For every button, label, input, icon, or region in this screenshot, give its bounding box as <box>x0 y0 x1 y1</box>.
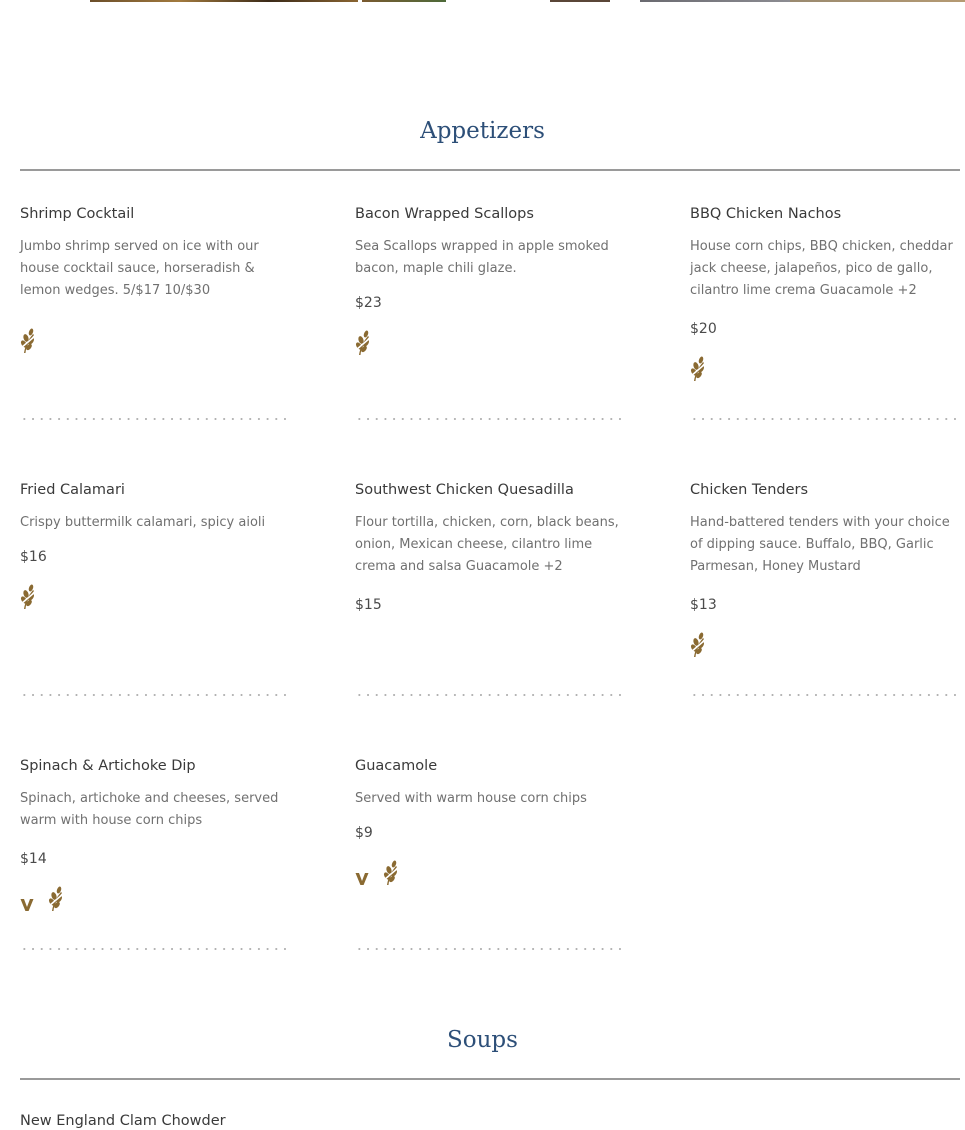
menu-item-price: $15 <box>355 597 382 613</box>
header-photo <box>790 0 965 2</box>
section-title-soups: Soups <box>447 1027 518 1053</box>
menu-item-guacamole <box>355 757 627 890</box>
menu-item-description: Served with warm house corn chips <box>355 791 587 806</box>
menu-item-shrimp-cocktail <box>20 205 292 358</box>
menu-item-name: Fried Calamari <box>20 482 125 498</box>
item-separator <box>690 694 962 696</box>
section-divider <box>20 1078 960 1080</box>
menu-item-southwest-chicken-quesadilla <box>355 481 627 614</box>
section-divider <box>20 169 960 171</box>
menu-item-badges <box>20 886 292 916</box>
item-separator <box>355 948 627 950</box>
menu-item-description: Spinach, artichoke and cheeses, served warm with house corn chips <box>20 791 279 828</box>
section-title-appetizers: Appetizers <box>420 118 545 144</box>
menu-item-description: Crispy buttermilk calamari, spicy aioli <box>20 515 266 530</box>
gluten-free-icon <box>690 356 706 386</box>
gluten-free-icon <box>20 584 36 614</box>
item-separator <box>20 948 292 950</box>
menu-item-price: $14 <box>20 851 47 867</box>
menu-item-new-england-clam-chowder <box>20 1112 292 1130</box>
menu-item-name: Bacon Wrapped Scallops <box>355 206 534 222</box>
menu-item-name: Shrimp Cocktail <box>20 206 135 222</box>
menu-item-price: $23 <box>355 295 382 311</box>
menu-item-name: Southwest Chicken Quesadilla <box>355 482 574 498</box>
header-photo <box>90 0 358 2</box>
header-photo <box>640 0 790 2</box>
menu-item-bacon-wrapped-scallops <box>355 205 627 360</box>
menu-item-description: House corn chips, BBQ chicken, cheddar jack cheese, jalapeños, pico de gallo, cilantro lime crema Guacamole +2 <box>690 239 953 298</box>
gluten-free-icon <box>383 860 399 890</box>
menu-item-badges <box>690 356 962 386</box>
menu-item-description: Jumbo shrimp served on ice with our house cocktail sauce, horseradish & lemon wedges. 5/$17 10/$30 <box>20 239 259 298</box>
menu-item-badges <box>690 632 962 662</box>
menu-item-name: Spinach & Artichoke Dip <box>20 758 196 774</box>
menu-item-badges <box>355 330 627 360</box>
menu-item-price: $13 <box>690 597 717 613</box>
item-separator <box>20 418 292 420</box>
header-image-strip <box>0 0 965 3</box>
vegetarian-icon <box>355 871 369 890</box>
item-separator <box>355 694 627 696</box>
item-separator <box>20 694 292 696</box>
gluten-free-icon <box>48 886 64 916</box>
menu-item-badges <box>355 860 627 890</box>
menu-item-price: $16 <box>20 549 47 565</box>
menu-item-name: New England Clam Chowder <box>20 1113 226 1129</box>
item-separator <box>690 418 962 420</box>
menu-item-description: Sea Scallops wrapped in apple smoked bacon, maple chili glaze. <box>355 239 609 276</box>
menu-item-badges <box>20 584 292 614</box>
menu-item-description: Hand-battered tenders with your choice of dipping sauce. Buffalo, BBQ, Garlic Parmesan, Honey Mustard <box>690 515 950 574</box>
menu-item-name: Chicken Tenders <box>690 482 809 498</box>
menu-item-price: $9 <box>355 825 373 841</box>
menu-item-bbq-chicken-nachos <box>690 205 962 386</box>
item-separator <box>355 418 627 420</box>
gluten-free-icon <box>20 328 36 358</box>
menu-item-badges <box>20 328 292 358</box>
header-photo <box>362 0 446 2</box>
vegetarian-icon <box>20 897 34 916</box>
menu-item-description: Flour tortilla, chicken, corn, black beans, onion, Mexican cheese, cilantro lime crema and salsa Guacamole +2 <box>355 515 619 574</box>
menu-item-name: BBQ Chicken Nachos <box>690 206 842 222</box>
menu-item-fried-calamari <box>20 481 292 614</box>
menu-item-chicken-tenders <box>690 481 962 662</box>
gluten-free-icon <box>355 330 371 360</box>
menu-item-spinach-artichoke-dip <box>20 757 292 916</box>
header-photo <box>550 0 610 2</box>
menu-item-price: $20 <box>690 321 717 337</box>
menu-item-name: Guacamole <box>355 758 438 774</box>
gluten-free-icon <box>690 632 706 662</box>
